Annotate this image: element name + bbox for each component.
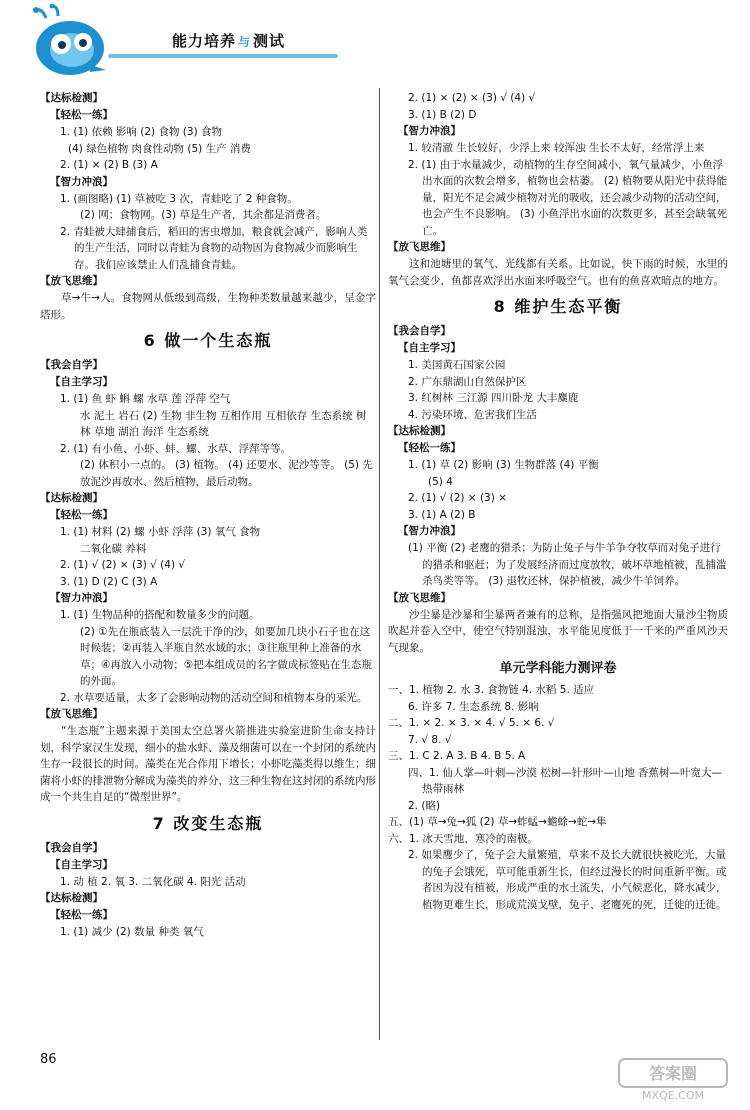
answer-line: 2. (略): [408, 799, 441, 812]
answer-paragraph: 2. 如果鹰少了，兔子会大量繁殖，草来不及长大就很快被吃光，大量的兔子会饿死，草可能重新生长，但经过漫长的时间重新平衡。或者因为没有植被，形成严重的水土流失，小气候恶化，降水减少，植物更难生长，形成荒漠戈壁，兔子、老鹰死的死，迁徙的迁徙。: [408, 849, 727, 911]
answer-line: 2. (1) √ (2) × (3) ×: [408, 492, 507, 504]
answer-line: 1. (1) 鱼 虾 蝌 螺 水草 莲 浮萍 空气: [60, 393, 231, 405]
header-title-part2: 测试: [253, 32, 286, 50]
answer-line: 3. (1) A (2) B: [408, 508, 476, 521]
answer-paragraph: “生态瓶”主题来源于美国太空总署火箭推进实验室进阶生命支持计划，科学家汉生发现，细小的盐水虾、藻及细菌可以在一个封闭的系统内生存一段很长的时间。藻类在光合作用下增长；小虾吃藻类得以维生；细菌将小虾的排泄物分解成为藻类的养分，这三种生物在这封闭的系统内形成一个共生自足的“微型世界”。: [40, 725, 376, 803]
answer-paragraph: 草→牛→人。食物网从低级到高级，生物种类数量越来越少，呈金字塔形。: [40, 292, 376, 321]
answer-line: (2) 网；食物网。(3) 草是生产者，其余都是消费者。: [80, 209, 327, 221]
page-header: [0, 0, 750, 86]
answer-line: 1. (画图略) (1) 草被吃 3 次，青蛙吃了 2 种食物。: [60, 192, 298, 205]
answer-line: 2. (1) × (2) × (3) √ (4) √: [408, 92, 536, 104]
section-heading: 【我会自学】: [40, 359, 103, 371]
section-heading: 【达标检测】: [40, 492, 103, 504]
answer-paragraph: 1. 较清澈 生长较好，少浮上来 较浑浊 生长不太好，经常浮上来: [408, 142, 705, 154]
answer-paragraph: 沙尘暴是沙暴和尘暴两者兼有的总称，是指强风把地面大量沙尘物质吹起并卷入空中，使空气特别混浊，水平能见度低于一千米的严重风沙天气现象。: [388, 608, 728, 654]
answer-paragraph: 2. 水草要适量，太多了会影响动物的活动空间和植物本身的采光。: [60, 691, 368, 704]
subsection-heading: 【轻松一练】: [50, 109, 113, 121]
header-rule: [108, 54, 338, 58]
answer-paragraph: 四、1. 仙人掌—叶刺—沙漠 松树—针形叶—山地 香蕉树—叶宽大—热带雨林: [408, 766, 723, 795]
section-heading: 【我会自学】: [388, 325, 451, 337]
column-divider: [379, 88, 380, 1040]
answer-line: 1. (1) 草 (2) 影响 (3) 生物群落 (4) 平衡: [408, 459, 599, 471]
left-column: [40, 90, 376, 941]
answer-paragraph: 这和池塘里的氧气、光线都有关系。比如说，快下雨的时候，水里的氧气会变少，鱼都喜欢浮出水面来呼吸空气。也有的鱼喜欢暗点的地方。: [388, 258, 728, 287]
header-title-part1: 能力培养: [172, 32, 237, 50]
subsection-heading: 【智力冲浪】: [50, 592, 113, 604]
watermark-logo-icon: [618, 1058, 728, 1102]
answer-line: 六、1. 冰天雪地，寒冷的南极。: [388, 832, 538, 845]
right-column: [388, 90, 728, 913]
answer-line: 水 泥土 岩石 (2) 生物 非生物 互相作用 互相依存 生态系统 树林 草地 湖泊 海洋 生态系统: [80, 409, 367, 438]
section-heading: 【放飞思维】: [40, 708, 103, 720]
header-title-amp: 与: [238, 35, 252, 49]
chapter-title: 7 改变生态瓶: [152, 813, 264, 833]
page-number: 86: [40, 1052, 57, 1067]
header-title: [172, 30, 285, 51]
answer-line: 1. (1) 生物品种的搭配和数量多少的问题。: [60, 609, 260, 621]
answer-line: (5) 4: [428, 475, 453, 488]
answer-line: 4. 污染环境、危害我们生活: [408, 408, 537, 421]
subsection-heading: 【智力冲浪】: [398, 525, 461, 537]
answer-line: 三、1. C 2. A 3. B 4. B 5. A: [388, 750, 526, 762]
answer-line: 2. (1) √ (2) × (3) √ (4) √: [60, 559, 186, 571]
answer-line: 1. (1) 材料 (2) 螺 小虾 浮萍 (3) 氧气 食物: [60, 526, 261, 538]
watermark-text: 答案圈: [648, 1064, 698, 1083]
answer-line: (4) 绿色植物 肉食性动物 (5) 生产 消费: [68, 142, 251, 155]
answer-line: 五、(1) 草→兔→狐 (2) 草→蚱蜢→蟾蜍→蛇→隼: [388, 816, 607, 828]
answer-line: 3. (1) B (2) D: [408, 108, 477, 121]
answer-line: 2. 广东鼎湖山自然保护区: [408, 375, 527, 388]
subsection-heading: 【智力冲浪】: [398, 125, 461, 137]
answer-line: 二、1. × 2. × 3. × 4. √ 5. × 6. √: [388, 717, 555, 729]
section-heading: 【达标检测】: [388, 425, 451, 437]
answer-line: 7. √ 8. √: [408, 733, 452, 746]
subsection-heading: 【轻松一练】: [50, 509, 113, 521]
answer-paragraph: 2. (1) 由于水量减少，动植物的生存空间减小，氧气量减少，小鱼浮出水面的次数会增多，植物也会枯萎。 (2) 植物要从阳光中获得能量，阳光不足会减少植物对光的吸收，还会减少动物的活动空间，也会产生不良影响。 (3) 小鱼浮出水面的次数更多，甚至会缺氧死亡。: [408, 158, 728, 237]
section-heading: 【放飞思维】: [40, 275, 103, 287]
answer-paragraph: (2) ①先在瓶底装入一层洗干净的沙，如要加几块小石子也在这时候装；②再装入半瓶自然水域的水；③往瓶里种上准备的水草；④再放入小动物；⑤把本组成员的名字做成标签贴在生态瓶的外面。: [80, 625, 372, 687]
answer-line: 3. (1) D (2) C (3) A: [60, 575, 158, 588]
section-heading: 【我会自学】: [40, 841, 103, 854]
section-heading: 【达标检测】: [40, 92, 103, 104]
answer-line: 6. 许多 7. 生态系统 8. 影响: [408, 700, 539, 713]
answer-line: 1. 动 植 2. 氧 3. 二氧化碳 4. 阳光 活动: [60, 875, 246, 888]
answer-paragraph: (1) 平衡 (2) 老鹰的猎杀；为防止兔子与牛羊争夺牧草而对兔子进行的猎杀和驱赶；为了发展经济而过度放牧，破坏草地植被，乱捕滥杀鸟类等等。 (3) 退牧还林，保护植被，减少牛羊饲养。: [408, 542, 727, 587]
chapter-title: 6 做一个生态瓶: [143, 331, 273, 350]
answer-line: 2. (1) × (2) B (3) A: [60, 159, 158, 171]
section-heading: 【达标检测】: [40, 892, 103, 904]
answer-line: 1. (1) 依赖 影响 (2) 食物 (3) 食物: [60, 126, 223, 138]
answer-line: 二氧化碳 养料: [80, 542, 147, 555]
snail-mascot-icon: [28, 4, 108, 78]
watermark-url: MXQE.COM: [642, 1089, 704, 1102]
chapter-title: 8 维护生态平衡: [493, 297, 623, 316]
answer-line: 1. (1) 减少 (2) 数量 种类 氧气: [60, 926, 204, 938]
subsection-heading: 【自主学习】: [398, 342, 461, 354]
subsection-heading: 【自主学习】: [50, 376, 113, 388]
answer-line: (2) 体积小一点的。 (3) 植物。 (4) 还要水、泥沙等等。 (5) 先放泥沙再放水、然后植物，最后动物。: [80, 459, 373, 488]
answer-paragraph: 2. 青蛙被大肆捕食后，稻田的害虫增加，粮食就会减产，影响人类的生产生活，同时以青蛙为食物的动物因为食物减少而影响生存。我们应该禁止人们乱捕食青蛙。: [60, 225, 368, 271]
answer-line: 一、1. 植物 2. 水 3. 食物链 4. 水稻 5. 适应: [388, 684, 595, 696]
unit-test-title: 单元学科能力测评卷: [499, 661, 617, 676]
subsection-heading: 【智力冲浪】: [50, 175, 113, 188]
subsection-heading: 【轻松一练】: [50, 909, 113, 921]
subsection-heading: 【轻松一练】: [398, 442, 461, 454]
answer-line: 3. 红树林 三江源 四川卧龙 大丰麋鹿: [408, 392, 579, 404]
section-heading: 【放飞思维】: [388, 591, 451, 604]
subsection-heading: 【自主学习】: [50, 858, 113, 871]
answer-line: 2. (1) 有小鱼、小虾、蚌、螺、水草、浮萍等等。: [60, 442, 292, 455]
answer-line: 1. 美国黄石国家公园: [408, 359, 506, 371]
section-heading: 【放飞思维】: [388, 241, 451, 253]
